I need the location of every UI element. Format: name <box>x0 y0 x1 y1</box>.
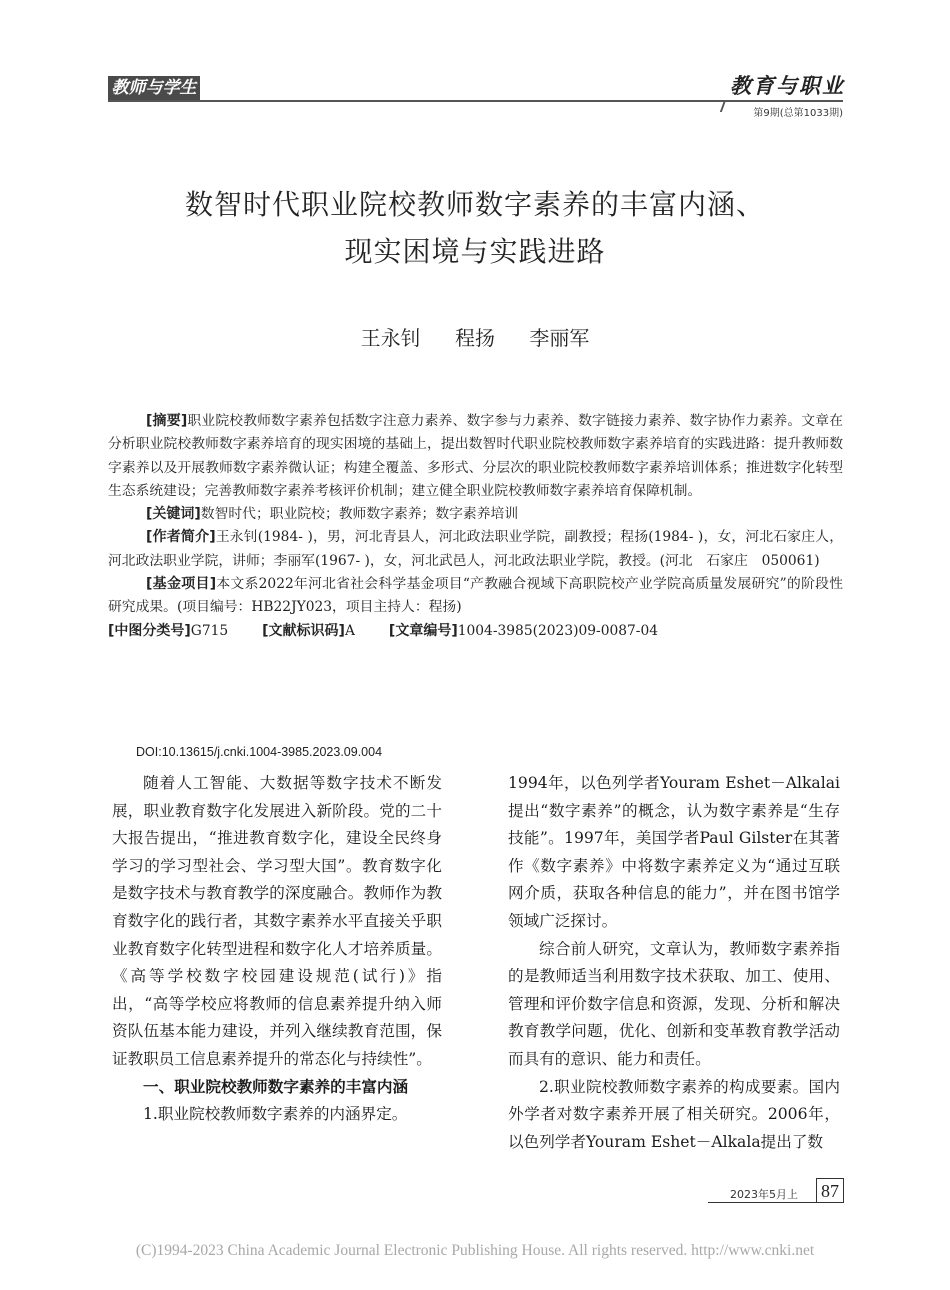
fund-text: 本文系2022年河北省社会科学基金项目“产教融合视域下高职院校产业学院高质量发展研究”的阶段性研究成果。(项目编号：HB22JY023，项目主持人：程扬) <box>108 576 843 616</box>
keywords-text: 数智时代；职业院校；教师数字素养；数字素养培训 <box>200 506 519 523</box>
issue-number: 第9期(总第1033期) <box>753 108 843 119</box>
clc-label: [中图分类号] <box>108 622 191 639</box>
body-paragraph: 2.职业院校教师数字素养的构成要素。国内外学者对数字素养开展了相关研究。2006年，以色列学者Youram Eshet－Alkala提出了数 <box>508 1077 840 1151</box>
keywords <box>108 503 843 526</box>
header-rule <box>108 100 843 102</box>
section-label: 教师与学生 <box>108 76 200 100</box>
author-bio-label: [作者简介] <box>146 529 216 546</box>
doc-code-value: A <box>344 622 355 639</box>
body-paragraph: 1.职业院校教师数字素养的内涵界定。 <box>143 1105 408 1124</box>
author-name: 程扬 <box>455 326 495 350</box>
article-number-value: 1004-3985(2023)09-0087-04 <box>457 622 659 639</box>
body-paragraph: 1994年，以色列学者Youram Eshet－Alkalai提出“数字素养”的概念，认为数字素养是“生存技能”。1997年，美国学者Paul Gilster在其著作《数字素养》中将数字素养定义为“通过互联网介质，获取各种信息的能力”，并在图书馆学领域广泛探讨。 <box>508 774 840 930</box>
abstract-label: [摘要] <box>146 413 188 429</box>
page-number: 87 <box>816 1178 844 1203</box>
body-paragraph: 随着人工智能、大数据等数字技术不断发展，职业教育数字化发展进入新阶段。党的二十大报告提出，“推进教育数字化，建设全民终身学习的学习型社会、学习型大国”。教育数字化是数字技术与教育教学的深度融合。教师作为教育数字化的践行者，其数字素养水平直接关乎职业教育数字化转型进程和数字化人才培养质量。《高等学校数字校园建设规范(试行)》指出，“高等学校应将教师的信息素养提升纳入师资队伍基本能力建设，并列入继续教育范围，保证教职员工信息素养提升的常态化与持续性”。 <box>112 774 442 1068</box>
body-column-left <box>112 770 442 1129</box>
footer-rule <box>708 1202 843 1203</box>
classification-line <box>108 620 843 643</box>
abstract <box>108 410 843 503</box>
abstract-text: 职业院校教师数字素养包括数字注意力素养、数字参与力素养、数字链接力素养、数字协作力素养。文章在分析职业院校教师数字素养培育的现实困境的基础上，提出数智时代职业院校教师数字素养培育的实践进路：提升教师数字素养以及开展教师数字素养微认证；构建全覆盖、多形式、分层次的职业院校教师数字素养培训体系；推进数字化转型生态系统建设；完善教师数字素养考核评价机制；建立健全职业院校教师数字素养培育保障机制。 <box>108 413 844 499</box>
author-name: 王永钊 <box>360 326 421 350</box>
journal-brand: 教育与职业 <box>730 73 845 98</box>
body-paragraph: 综合前人研究，文章认为，教师数字素养指的是教师适当利用数字技术获取、加工、使用、管理和评价数字信息和资源，发现、分析和解决教育教学问题，优化、创新和变革教育教学活动而具有的意识、能力和责任。 <box>508 939 840 1068</box>
doi: DOI:10.13615/j.cnki.1004-3985.2023.09.004 <box>136 745 383 759</box>
author-bio-text: 王永钊(1984- )，男，河北青县人，河北政法职业学院，副教授；程扬(1984- )，女，河北石家庄人，河北政法职业学院，讲师；李丽军(1967- )，女，河北武邑人，河北政法职业学院，教授。(河北 石家庄 050061) <box>108 529 843 569</box>
body-column-right <box>508 770 840 1156</box>
fund-label: [基金项目] <box>146 576 217 593</box>
author-bio <box>108 526 843 573</box>
abstract-block <box>108 410 843 643</box>
footer-date: 2023年5月上 <box>730 1188 798 1201</box>
fund-info <box>108 573 843 620</box>
clc-value: G715 <box>190 622 229 639</box>
author-name: 李丽军 <box>529 326 590 350</box>
doc-code-label: [文献标识码] <box>262 622 345 639</box>
section-heading: 一、职业院校教师数字素养的丰富内涵 <box>143 1077 409 1096</box>
article-title-line1: 数智时代职业院校教师数字素养的丰富内涵、 <box>184 188 765 221</box>
article-title-line2: 现实困境与实践进路 <box>344 235 606 268</box>
author-list <box>100 322 850 351</box>
article-number-label: [文章编号] <box>388 622 458 639</box>
keywords-label: [关键词] <box>146 506 201 523</box>
copyright-notice: (C)1994-2023 China Academic Journal Electronic Publishing House. All rights reserved. http://www.cnki.net <box>135 1242 815 1259</box>
